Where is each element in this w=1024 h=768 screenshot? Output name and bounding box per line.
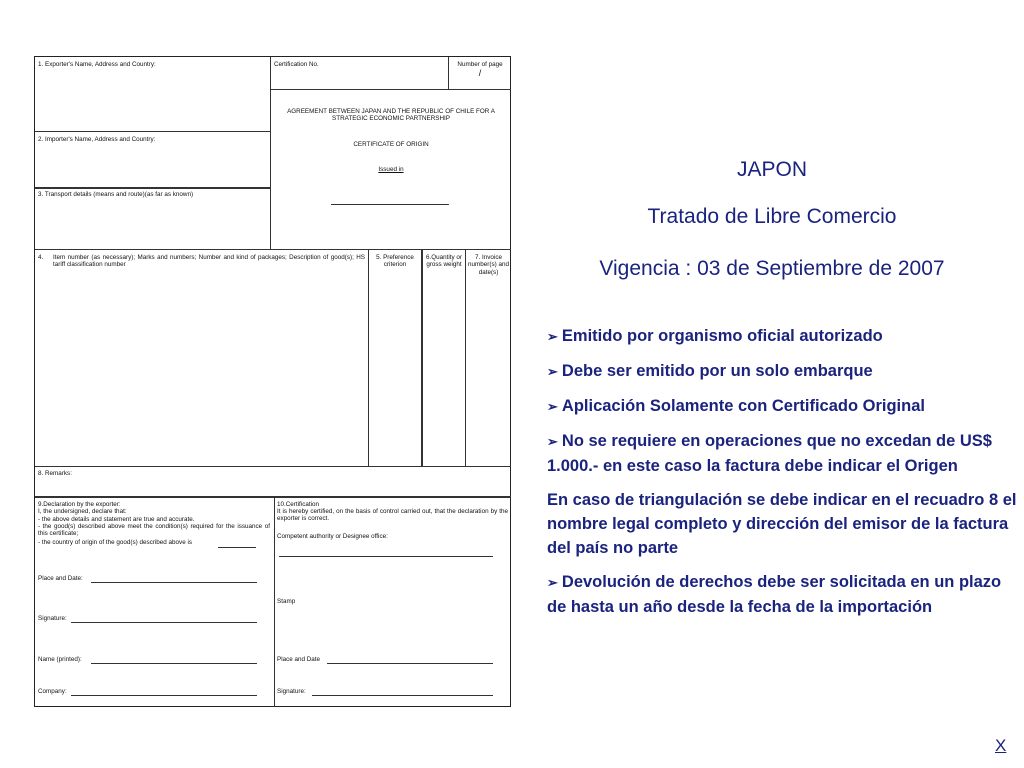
company-label: Company: bbox=[38, 688, 67, 695]
box10-title: 10.Certification bbox=[277, 501, 319, 508]
agreement-title: AGREEMENT BETWEEN JAPAN AND THE REPUBLIC OF CHILE FOR A STRATEGIC ECONOMIC PARTNERSHIP bbox=[287, 108, 495, 123]
box5-label: 5. Preference criterion bbox=[376, 254, 414, 269]
box2-label: 2. Importer's Name, Address and Country: bbox=[38, 136, 156, 143]
box9-line3: - the good(s) described above meet the condition(s) required for the issuance of this certificate; bbox=[38, 523, 270, 538]
cert-no-label: Certification No. bbox=[274, 61, 319, 68]
requirements-list bbox=[547, 324, 1017, 629]
box9-line4: - the country of origin of the good(s) described above is bbox=[38, 539, 193, 546]
page-number-label: Number of page bbox=[457, 61, 503, 68]
place-date-2-line bbox=[327, 663, 493, 664]
divider-row-box8 bbox=[35, 496, 511, 498]
box10-text: It is hereby certified, on the basis of control carried out, that the declaration by the exporter is correct. bbox=[277, 508, 508, 523]
arrow-bullet-icon: ➢ bbox=[547, 399, 558, 414]
place-date-2-label: Place and Date bbox=[277, 656, 321, 663]
box4-number: 4. bbox=[38, 254, 44, 261]
box9-title: 9.Declaration by the exporter: bbox=[38, 501, 121, 508]
name-printed-line bbox=[91, 663, 257, 664]
divider-col-main bbox=[270, 57, 271, 249]
signature-2-line bbox=[312, 695, 493, 696]
arrow-bullet-icon: ➢ bbox=[547, 434, 558, 449]
stamp-label: Stamp bbox=[277, 598, 296, 605]
page-number-slash: / bbox=[478, 68, 482, 78]
box7-label: 7. Invoice number(s) and date(s) bbox=[468, 254, 509, 276]
bullet-item: ➢ Aplicación Solamente con Certificado Original bbox=[547, 397, 925, 415]
divider-row-box3 bbox=[35, 249, 511, 250]
competent-authority-label: Competent authority or Designee office: bbox=[277, 533, 388, 540]
name-printed-label: Name (printed): bbox=[38, 656, 82, 663]
signature-label: Signature: bbox=[38, 615, 67, 622]
bullet-item: ➢ Emitido por organismo oficial autorizado bbox=[547, 327, 883, 345]
issued-in-label: Issued in bbox=[378, 166, 404, 173]
signature-line bbox=[71, 622, 257, 623]
box9-line2: - the above details and statement are true and accurate. bbox=[38, 516, 195, 523]
divider-col-7 bbox=[465, 249, 466, 466]
origin-country-line bbox=[218, 547, 256, 548]
certificate-of-origin-form bbox=[34, 56, 511, 707]
divider-col-5 bbox=[368, 249, 369, 466]
divider-row-box1 bbox=[35, 131, 270, 132]
box9-line1: I, the undersigned, declare that: bbox=[38, 508, 127, 515]
box3-label: 3. Transport details (means and route)(as far as known) bbox=[38, 191, 194, 198]
box8-label: 8. Remarks: bbox=[38, 470, 72, 477]
box6-label: 6.Quantity or gross weight bbox=[425, 254, 463, 269]
triangulation-paragraph: En caso de triangulación se debe indicar en el recuadro 8 el nombre legal completo y dirección del emisor de la factura del país no parte bbox=[547, 491, 1017, 557]
bullet-item: ➢ No se requiere en operaciones que no excedan de US$ 1.000.- en este caso la factura debe indicar el Origen bbox=[547, 432, 992, 475]
divider-col-decl bbox=[274, 498, 275, 707]
divider-col-6 bbox=[421, 249, 423, 466]
bullet-item: ➢ Debe ser emitido por un solo embarque bbox=[547, 362, 873, 380]
certificate-origin-title: CERTIFICATE OF ORIGIN bbox=[353, 141, 429, 148]
slide-title: JAPON bbox=[736, 158, 807, 181]
vigencia-text: Vigencia : 03 de Septiembre de 2007 bbox=[599, 257, 945, 280]
bullet-item: ➢ Devolución de derechos debe ser solicitada en un plazo de hasta un año desde la fecha de la importación bbox=[547, 573, 1002, 616]
signature-2-label: Signature: bbox=[277, 688, 306, 695]
divider-row-box4 bbox=[35, 466, 511, 467]
arrow-bullet-icon: ➢ bbox=[547, 575, 558, 590]
issued-in-line bbox=[331, 204, 449, 205]
arrow-bullet-icon: ➢ bbox=[547, 364, 558, 379]
slide-subtitle: Tratado de Libre Comercio bbox=[647, 205, 897, 228]
competent-authority-line bbox=[279, 556, 493, 557]
box4-label: Item number (as necessary); Marks and numbers; Number and kind of packages; Description of good(s); HS tariff classification number bbox=[53, 254, 365, 269]
close-link[interactable]: X bbox=[995, 736, 1007, 755]
divider-row-cert bbox=[270, 89, 511, 90]
company-line bbox=[71, 695, 257, 696]
place-date-label: Place and Date: bbox=[38, 575, 83, 582]
arrow-bullet-icon: ➢ bbox=[547, 329, 558, 344]
box1-label: 1. Exporter's Name, Address and Country: bbox=[38, 61, 156, 68]
place-date-line bbox=[91, 582, 257, 583]
divider-row-box2 bbox=[35, 187, 270, 189]
